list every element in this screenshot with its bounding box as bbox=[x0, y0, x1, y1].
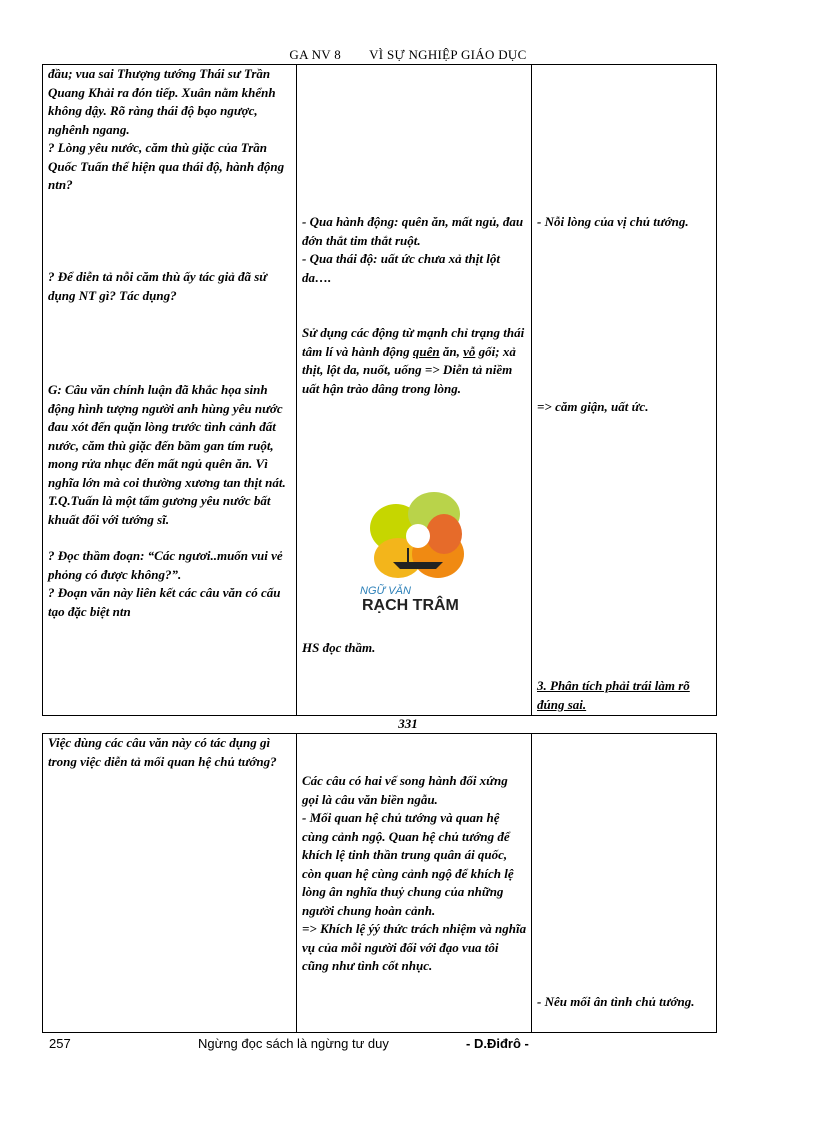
footer-author: - D.Điđrô - bbox=[466, 1036, 529, 1051]
header-right: VÌ SỰ NGHIỆP GIÁO DỤC bbox=[369, 47, 527, 62]
t1-verbs-text bbox=[302, 324, 527, 398]
t1-col-teacher bbox=[43, 65, 297, 716]
t1-feeling-text: - Nỗi lòng của vị chủ tướng. bbox=[537, 214, 689, 229]
verbs-part-c: gối; xả thịt, lột da, nuốt, uống => Diễn tả niềm uất hận trào dâng trong lòng. bbox=[302, 343, 516, 396]
t2-col-content bbox=[532, 734, 717, 1033]
t1-teacher-note: G: Câu văn chính luận đã khắc họa sinh động hình tượng người anh hùng yêu nước đau xót đến quặn lòng trước tình cảnh đất nước, căm thù giặc đến bầm gan tím ruột, mong rửa nhục đến mất ngủ quên ăn. Vì nghĩa lớn mà coi thường xương tan thịt nát. T.Q.Tuấn là một tấm gương yêu nước bất khuất đối với tướng sĩ. bbox=[48, 382, 286, 527]
t1-read-text: HS đọc thầm. bbox=[302, 640, 376, 655]
t2-col-teacher bbox=[43, 734, 297, 1033]
t1-question-4: ? Đoạn văn này liên kết các câu văn có cấu tạo đặc biệt ntn bbox=[48, 585, 281, 619]
t2-col-student bbox=[297, 734, 532, 1033]
t2-question: Việc dùng các câu văn này có tác dụng gì trong việc diễn tả mối quan hệ chủ tướng? bbox=[48, 735, 277, 769]
page-header bbox=[0, 47, 816, 63]
verbs-underlined-1: quên bbox=[412, 343, 440, 359]
t1-action-text: - Qua hành động: quên ăn, mất ngủ, đau đớn thắt tim thắt ruột. bbox=[302, 214, 524, 248]
logo-image bbox=[356, 484, 486, 614]
verbs-underlined-2: vỗ bbox=[463, 343, 476, 359]
t2-relationship: - Nêu mối ân tình chủ tướng. bbox=[537, 994, 695, 1009]
verbs-part-a: Sử dụng các động từ mạnh chỉ trạng thái tâm lí và hành động bbox=[302, 325, 525, 359]
logo-text-bottom: RẠCH TRÂM bbox=[362, 597, 459, 614]
t1-question-3: ? Đọc thầm đoạn: “Các ngươi..muốn vui vẻ phỏng có được không?”. bbox=[48, 548, 283, 582]
t1-question-2: ? Để diễn tả nỗi căm thù ấy tác giả đã sử dụng NT gì? Tác dụng? bbox=[48, 269, 268, 303]
header-left: GA NV 8 bbox=[289, 47, 342, 62]
page-middle-number: 331 bbox=[398, 716, 418, 731]
t1-section-heading: 3. Phân tích phải trái làm rõ đúng sai. bbox=[537, 678, 690, 712]
footer-page-number: 257 bbox=[49, 1036, 71, 1051]
logo-text-top: NGỮ VĂN bbox=[360, 585, 411, 597]
footer-quote: Ngừng đọc sách là ngừng tư duy bbox=[198, 1036, 389, 1051]
t1-attitude-text: - Qua thái độ: uất ức chưa xả thịt lột da…. bbox=[302, 251, 500, 285]
t1-col-student bbox=[297, 65, 532, 716]
t2-answer: Các câu có hai vế song hành đối xứng gọi là câu văn biền ngẫu. - Mối quan hệ chủ tướng và quan hệ cùng cảnh ngộ. Quan hệ chủ tướng để khích lệ tinh thần trung quân ái quốc, còn quan hệ cùng cảnh ngộ để khích lệ lòng ân nghĩa thuỷ chung của những người chung hoàn cảnh. => Khích lệ ýý thức trách nhiệm và nghĩa vụ của mỗi người đối với đạo vua tôi cũng như tình cốt nhục. bbox=[302, 773, 527, 973]
t1-anger-text: => căm giận, uất ức. bbox=[537, 399, 649, 414]
t1-col-content bbox=[532, 65, 717, 716]
verbs-part-b: ăn, bbox=[439, 343, 464, 359]
t1-intro-text: đầu; vua sai Thượng tướng Thái sư Trần Quang Khải ra đón tiếp. Xuân nằm khểnh không dậy. Rõ ràng thái độ bạo ngược, nghênh ngang. bbox=[48, 66, 276, 137]
lesson-table-1 bbox=[42, 64, 717, 716]
lesson-table-2 bbox=[42, 733, 717, 1033]
t1-question-1: ? Lòng yêu nước, căm thù giặc của Trần Quốc Tuấn thể hiện qua thái độ, hành động ntn? bbox=[48, 140, 285, 192]
